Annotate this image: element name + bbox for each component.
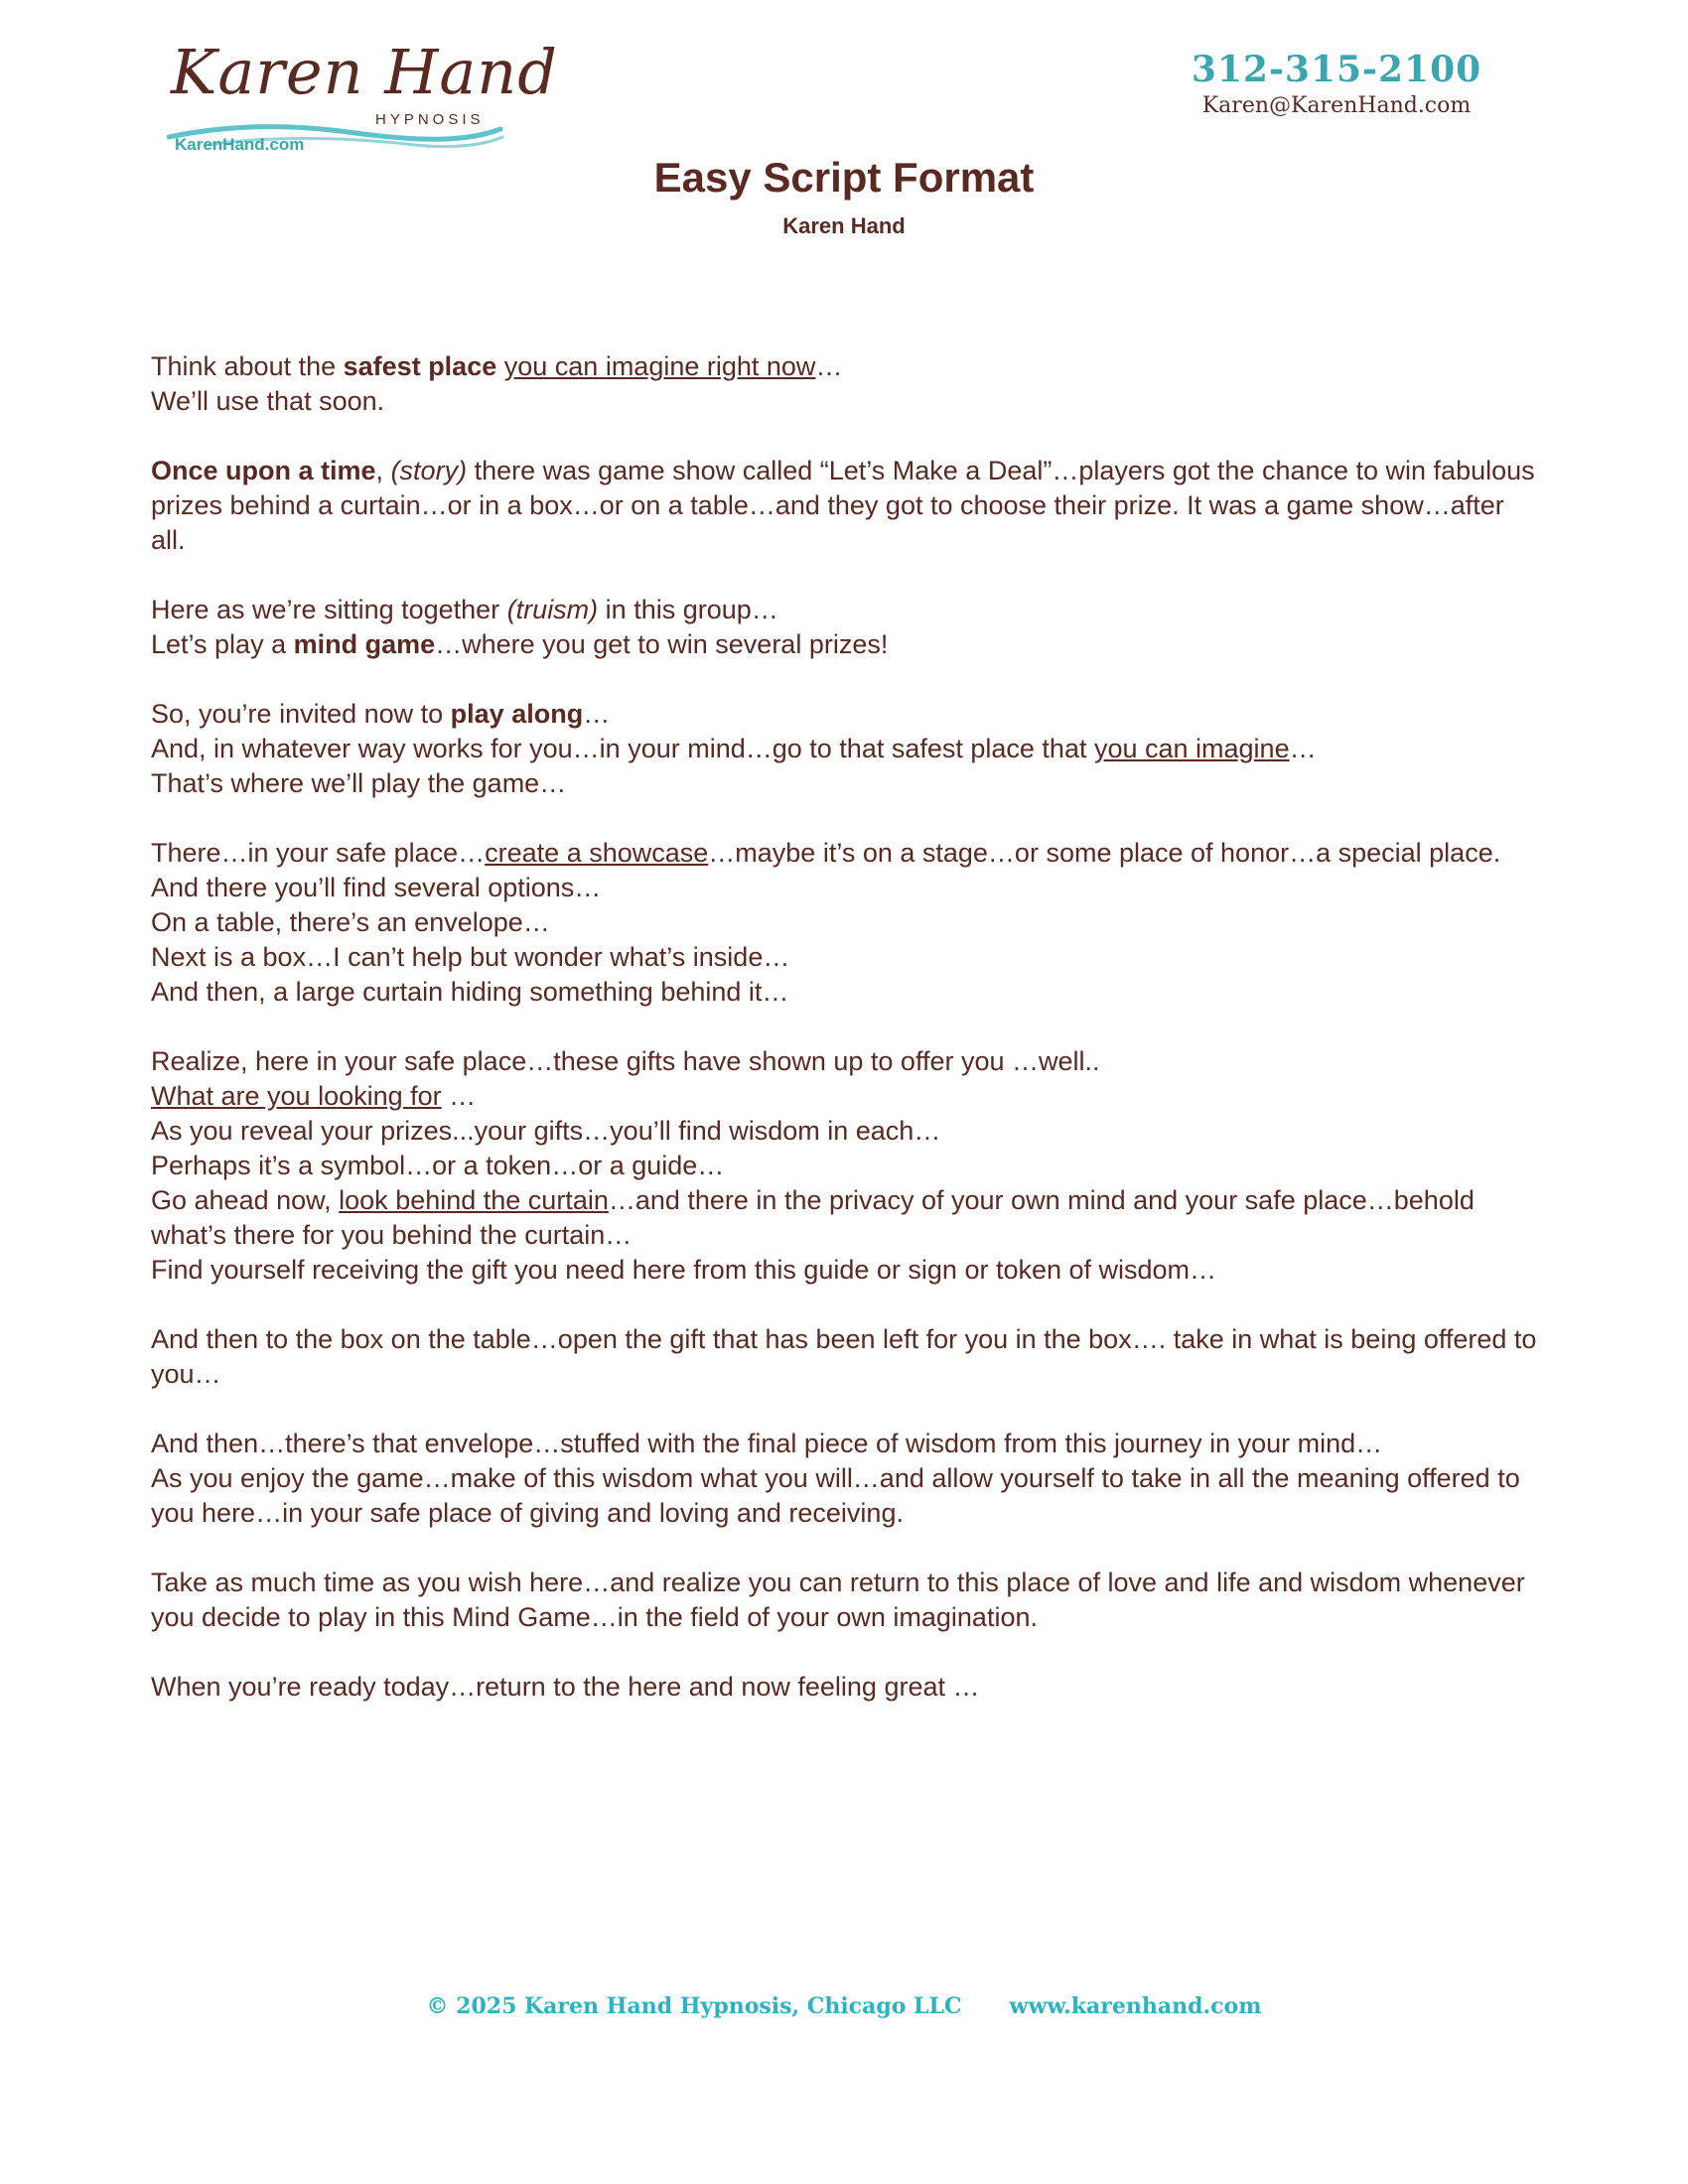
script-body — [151, 349, 1541, 1739]
logo-name: Karen Hand — [171, 36, 558, 108]
text-run: And then…there’s that envelope…stuffed with the final piece of wisdom from this journey in your mind… — [151, 1429, 1383, 1458]
bold-phrase: play along — [450, 699, 584, 729]
text-run: Find yourself receiving the gift you need here from this guide or sign or token of wisdom… — [151, 1255, 1217, 1285]
underlined-phrase: you can imagine — [1093, 734, 1290, 763]
text-run: … — [583, 699, 611, 729]
text-run: That’s where we’ll play the game… — [151, 768, 567, 798]
underlined-phrase: What are you looking for — [151, 1081, 442, 1111]
script-paragraph — [151, 697, 1541, 801]
text-run: Here as we’re sitting together — [151, 595, 507, 624]
bold-phrase: Once upon a time — [151, 456, 376, 485]
bold-phrase: safest place — [343, 351, 497, 381]
text-run: Think about the — [151, 351, 344, 381]
text-run: … — [815, 351, 843, 381]
script-paragraph — [151, 454, 1541, 558]
text-run: As you reveal your prizes...your gifts…you’ll find wisdom in each… — [151, 1116, 941, 1146]
script-paragraph — [151, 593, 1541, 662]
text-run: there was game show called “Let’s Make a Deal”…players got the chance to win fabulous prizes behind a curtain…or in a box…or on a table…and they got to choose their prize. It was a game show…after all. — [151, 456, 1535, 555]
script-paragraph — [151, 349, 1541, 419]
text-run: … — [1289, 734, 1317, 763]
text-run: … — [441, 1081, 477, 1111]
text-run: And, in whatever way works for you…in your mind…go to that safest place that — [151, 734, 1094, 763]
text-run: And then, a large curtain hiding something behind it… — [151, 977, 789, 1007]
italic-phrase: (story) — [390, 456, 468, 485]
text-run: Realize, here in your safe place…these gifts have shown up to offer you …well.. — [151, 1046, 1100, 1076]
text-run: Go ahead now, — [151, 1185, 340, 1215]
text-run: in this group… — [598, 595, 778, 624]
text-run: As you enjoy the game…make of this wisdom what you will…and allow yourself to take in all the meaning offered to you here…in your safe place of giving and loving and receiving. — [151, 1463, 1520, 1528]
text-run: Perhaps it’s a symbol…or a token…or a guide… — [151, 1151, 725, 1180]
text-run: And there you’ll find several options… — [151, 873, 602, 902]
text-run — [496, 351, 504, 381]
footer-copyright: © 2025 Karen Hand Hypnosis, Chicago LLC — [426, 1993, 962, 2019]
text-run: So, you’re invited now to — [151, 699, 451, 729]
text-run: Let’s play a — [151, 629, 294, 659]
logo-domain: KarenHand.com — [175, 135, 305, 154]
footer — [0, 1991, 1688, 2021]
text-run: , — [375, 456, 391, 485]
script-paragraph — [151, 1322, 1541, 1392]
phone-number: 312-315-2100 — [1191, 49, 1482, 90]
script-paragraph — [151, 1427, 1541, 1531]
contact-block — [1178, 48, 1495, 121]
bold-phrase: mind game — [293, 629, 436, 659]
footer-website[interactable]: www.karenhand.com — [1009, 1993, 1262, 2019]
text-run: Next is a box…I can’t help but wonder what’s inside… — [151, 942, 790, 972]
text-run: Take as much time as you wish here…and realize you can return to this place of love and life and wisdom whenever you decide to play in this Mind Game…in the field of your own imagination. — [151, 1568, 1525, 1632]
italic-phrase: (truism) — [506, 595, 599, 624]
text-run: When you’re ready today…return to the here and now feeling great … — [151, 1672, 980, 1702]
script-paragraph — [151, 836, 1541, 1010]
text-run: …maybe it’s on a stage…or some place of honor…a special place. — [708, 838, 1501, 868]
text-run: …and there in the privacy of your own mind and your safe place…behold what’s there for you behind the curtain… — [151, 1185, 1475, 1250]
document-author: Karen Hand — [782, 213, 906, 238]
text-run: …where you get to win several prizes! — [435, 629, 889, 659]
underlined-phrase: you can imagine right now — [503, 351, 816, 381]
script-paragraph — [151, 1670, 1541, 1705]
text-run: We’ll use that soon. — [151, 386, 385, 416]
script-paragraph — [151, 1566, 1541, 1635]
email-address[interactable]: Karen@KarenHand.com — [1201, 93, 1472, 118]
logo-tagline: HYPNOSIS — [375, 111, 485, 128]
text-run: There…in your safe place… — [151, 838, 486, 868]
document-title: Easy Script Format — [653, 154, 1035, 201]
text-run: And then to the box on the table…open the gift that has been left for you in the box…. take in what is being offered to you… — [151, 1324, 1537, 1389]
underlined-phrase: create a showcase — [485, 838, 709, 868]
text-run: On a table, there’s an envelope… — [151, 907, 550, 937]
karen-hand-logo — [167, 36, 558, 165]
underlined-phrase: look behind the curtain — [339, 1185, 609, 1215]
script-paragraph — [151, 1044, 1541, 1288]
